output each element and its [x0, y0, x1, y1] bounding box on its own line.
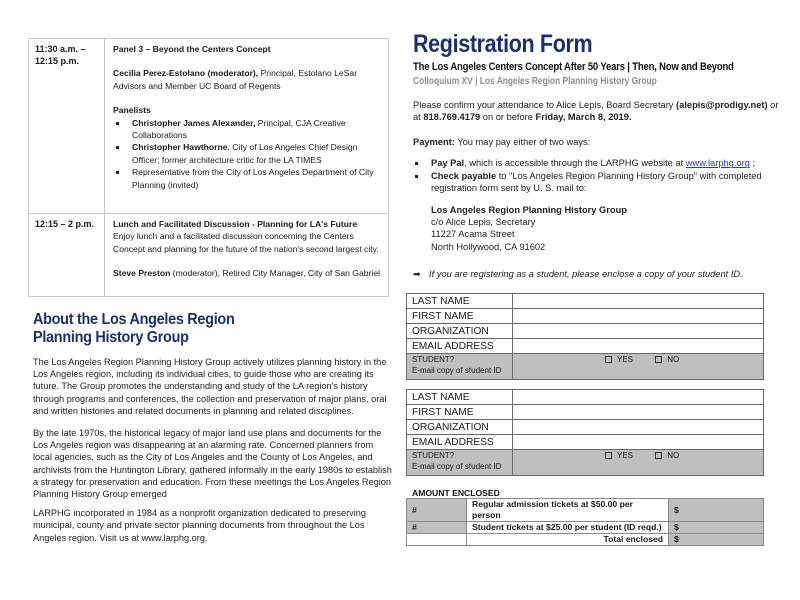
regular-amount-field[interactable]: $ — [669, 499, 764, 522]
panelists-heading: Panelists — [113, 105, 151, 116]
total-blank-cell — [407, 534, 467, 546]
about-heading: About the Los Angeles Region Planning History Group — [33, 311, 235, 346]
regular-ticket-label: Regular admission tickets at $50.00 per person — [467, 499, 669, 522]
first-name-field[interactable] — [513, 309, 764, 324]
arrow-right-icon: ➡ — [413, 269, 421, 279]
email-field[interactable] — [513, 435, 764, 450]
agenda-table — [28, 38, 389, 297]
amount-enclosed-table — [406, 498, 764, 546]
panelist-item: Christopher Hawthorne, City of Los Angeles Chief Design Officer; former architecture critic for the LA TIMES — [113, 141, 384, 166]
checkbox-icon[interactable] — [655, 356, 662, 363]
session-title: Panel 3 – Beyond the Centers Concept — [113, 44, 271, 54]
student-label: STUDENT? E-mail copy of student ID — [407, 450, 513, 476]
student-no-option[interactable]: NO — [655, 355, 679, 366]
email-field[interactable] — [513, 339, 764, 354]
last-name-label: LAST NAME — [407, 390, 513, 405]
agenda-description — [105, 214, 389, 297]
student-yes-option[interactable]: YES — [605, 451, 633, 462]
session-title: Lunch and Facilitated Discussion - Planning for LA's Future — [113, 219, 358, 229]
payment-section — [413, 136, 788, 253]
deadline-date: Friday, March 8, 2019. — [535, 112, 632, 123]
amount-enclosed-heading: AMOUNT ENCLOSED — [412, 488, 500, 498]
total-amount-field[interactable]: $ — [669, 534, 764, 546]
student-qty-field[interactable]: # — [407, 522, 467, 534]
checkbox-icon[interactable] — [605, 452, 612, 459]
payment-options — [413, 157, 788, 194]
agenda-row — [29, 39, 389, 214]
larphg-website-link[interactable]: www.larphg.org — [685, 158, 750, 169]
checkbox-icon[interactable] — [605, 356, 612, 363]
student-options — [513, 450, 764, 476]
panelist-item: Representative from the City of Los Angeles Department of City Planning (invited) — [113, 166, 384, 191]
total-label: Total enclosed — [467, 534, 669, 546]
first-name-label: FIRST NAME — [407, 309, 513, 324]
email-label: EMAIL ADDRESS — [407, 339, 513, 354]
student-options — [513, 354, 764, 380]
about-body — [33, 356, 393, 551]
page-title: Registration Form — [413, 30, 593, 58]
agenda-description — [105, 39, 389, 214]
organization-label: ORGANIZATION — [407, 420, 513, 435]
about-paragraph: The Los Angeles Region Planning History Group actively utilizes planning history in the Los Angeles region, including its individual cities, to guide those who are creating its future. The Group promotes the understanding and study of the LA region's history through programs and conferences, the collection and preservation of major plans, oral and written histories and related documents in planning and related disciplines. — [33, 357, 387, 416]
confirm-text: Please confirm your attendance to Alice Lepis, Board Secretary (alepis@prodigy.net) or at 818.769.4179 on or before Friday, March 8, 2019. — [413, 100, 779, 123]
last-name-field[interactable] — [513, 294, 764, 309]
contact-phone: 818.769.4179 — [423, 112, 481, 123]
agenda-row — [29, 214, 389, 297]
student-ticket-label: Student tickets at $25.00 per student (ID reqd.) — [467, 522, 669, 534]
payment-intro: Payment: You may pay either of two ways: — [413, 137, 591, 147]
registrant-form-1 — [406, 293, 764, 380]
regular-qty-field[interactable]: # — [407, 499, 467, 522]
checkbox-icon[interactable] — [655, 452, 662, 459]
agenda-time: 12:15 – 2 p.m. — [29, 214, 105, 297]
about-paragraph: LARPHG incorporated in 1984 as a nonprofit organization dedicated to preserving municipal, county and private sector planning documents from throughout the Los Angeles region. Visit us at www.larphg.org. — [33, 508, 366, 543]
registrant-form-2 — [406, 389, 764, 476]
panelists-list — [113, 117, 384, 191]
payment-option-check: Check payable to "Los Angeles Region Planning History Group" with completed registration form sent by U. S. mail to: — [413, 170, 788, 195]
organization-field[interactable] — [513, 420, 764, 435]
first-name-field[interactable] — [513, 405, 764, 420]
student-label: STUDENT? E-mail copy of student ID — [407, 354, 513, 380]
moderator: Steve Preston (moderator), Retired City Manager, City of San Gabriel — [113, 268, 381, 279]
organization-label: ORGANIZATION — [407, 324, 513, 339]
session-body: Enjoy lunch and a facilitated discussion concerning the Centers Concept and planning for the future of the nation's second largest city. — [113, 231, 379, 254]
email-label: EMAIL ADDRESS — [407, 435, 513, 450]
amount-row-student — [407, 522, 764, 534]
mailing-address: Los Angeles Region Planning History Group c/o Alice Lepis, Secretary 11227 Acama Street North Hollywood, CA 91602 — [431, 204, 627, 252]
colloquium-subtitle: Colloquium XV | Los Angeles Region Planning History Group — [413, 76, 657, 87]
student-no-option[interactable]: NO — [655, 451, 679, 462]
payment-option-paypal: Pay Pal, which is accessible through the LARPHG website at www.larphg.org ; — [413, 157, 788, 169]
contact-email: (alepis@prodigy.net) — [676, 100, 768, 110]
about-paragraph: By the late 1970s, the historical legacy of major land use plans and documents for the Los Angeles region was disappearing at an alarming rate. Concerned planners from local agencies, such as the City of Los Angeles and the County of Los Angeles, and archivists from the Huntington Library, gathered informally in the early 1980s to establish a strategy for preservation and education. From these meetings the Los Angeles Region Planning History Group emerged — [33, 428, 392, 500]
amount-row-total — [407, 534, 764, 546]
amount-row-regular — [407, 499, 764, 522]
last-name-field[interactable] — [513, 390, 764, 405]
moderator: Cecilia Perez-Estolano (moderator), Principal, Estolano LeSar Advisors and Member UC Board of Regents — [113, 68, 358, 91]
panelist-item: Christopher James Alexander, Principal, CJA Creative Collaborations — [113, 117, 384, 142]
first-name-label: FIRST NAME — [407, 405, 513, 420]
organization-field[interactable] — [513, 324, 764, 339]
event-subtitle: The Los Angeles Centers Concept After 50 Years | Then, Now and Beyond — [413, 61, 734, 73]
agenda-time: 11:30 a.m. – 12:15 p.m. — [29, 39, 105, 214]
student-yes-option[interactable]: YES — [605, 355, 633, 366]
student-amount-field[interactable]: $ — [669, 522, 764, 534]
last-name-label: LAST NAME — [407, 294, 513, 309]
student-note: ➡ If you are registering as a student, please enclose a copy of your student ID. — [413, 269, 743, 279]
